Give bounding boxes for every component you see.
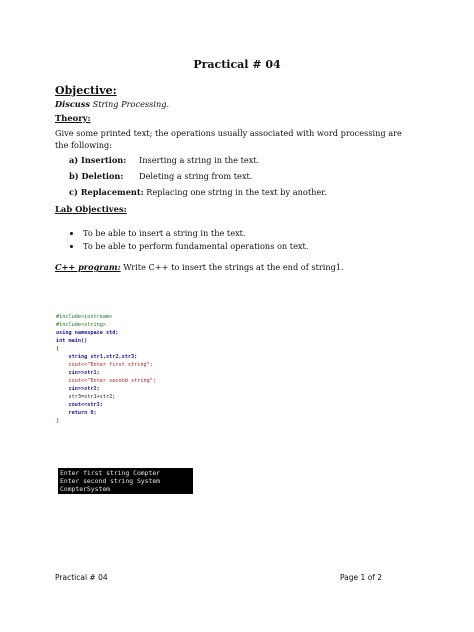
code-listing (56, 313, 156, 425)
theory-text: Give some printed text; the operations usually associated with word processing are the following: (55, 128, 402, 150)
list-item: To be able to perform fundamental operations on text. (70, 240, 308, 253)
code-line: int main() (56, 338, 88, 344)
operation-label: a) Insertion: (69, 155, 127, 165)
code-line: using namespace std; (56, 330, 119, 336)
console-line: Enter first string Compter (60, 469, 161, 477)
list-item: To be able to insert a string in the text. (70, 227, 308, 240)
cpp-program-text: Write C++ to insert the strings at the end of string1. (120, 262, 344, 272)
operation-label: b) Deletion: (69, 171, 124, 181)
operation-deletion (69, 171, 252, 181)
page-title: Practical # 04 (193, 58, 281, 71)
cpp-program-line (55, 262, 344, 272)
operation-label: c) Replacement: (69, 187, 144, 197)
theory-heading: Theory: (55, 113, 91, 123)
cpp-program-label: C++ program: (55, 262, 121, 272)
footer-page-number: Page 1 of 2 (340, 573, 383, 582)
code-line: cout<<str3; (56, 402, 103, 408)
code-line: return 0; (56, 410, 97, 416)
console-line: Enter second string System (60, 477, 161, 486)
console-output (58, 468, 193, 494)
lab-objectives-list (70, 227, 308, 253)
lab-objectives-heading: Lab Objectives: (55, 204, 127, 214)
code-line: } (56, 418, 60, 424)
operation-insertion (69, 155, 259, 165)
code-line: cin>>str2; (56, 386, 100, 392)
objective-rest: String Processing. (89, 99, 170, 109)
operation-replacement (69, 187, 327, 197)
code-line: #include<string> (56, 322, 106, 328)
console-line: CompterSystem (60, 485, 111, 494)
footer-left: Practical # 04 (55, 573, 108, 582)
operation-desc: Replacing one string in the text by another. (146, 187, 327, 197)
code-line: cin>>str1; (56, 370, 100, 376)
operation-desc: Deleting a string from text. (139, 171, 253, 181)
code-line: #include<iostream> (56, 314, 113, 320)
code-line: str3=str1+str2; (56, 394, 116, 400)
code-line: cout<<"Enter second string"; (56, 378, 156, 384)
code-line: string str1,str2,str3; (56, 354, 138, 360)
objective-text (55, 99, 169, 109)
code-line: cout<<"Enter first string"; (56, 362, 153, 368)
objective-heading: Objective: (55, 84, 117, 97)
code-line: { (56, 346, 60, 352)
objective-bold-word: Discuss (55, 99, 90, 109)
operation-desc: Inserting a string in the text. (139, 155, 260, 165)
